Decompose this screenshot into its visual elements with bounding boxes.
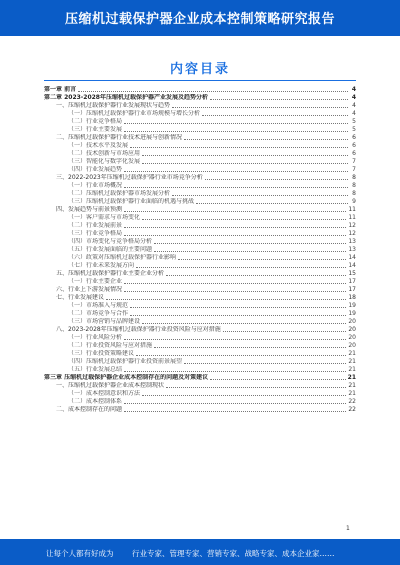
toc-entry-page: 21 xyxy=(348,350,356,357)
toc-entry-title: （七）行业未来发展方向 xyxy=(68,262,135,269)
toc-entry-page: 8 xyxy=(352,190,356,197)
toc-entry-page: 22 xyxy=(348,406,356,413)
toc-entry-title: 二、成本控制存在的问题 xyxy=(56,406,123,413)
toc-entry-title: （三）压缩机过载保护器行业面临的机遇与挑战 xyxy=(68,198,195,205)
toc-entry-page: 19 xyxy=(348,302,356,309)
toc-entry-page: 20 xyxy=(348,326,356,333)
toc-entry-page: 7 xyxy=(352,166,356,173)
toc-leader-dots xyxy=(124,291,346,292)
toc-leader-dots xyxy=(136,267,346,268)
toc-entry-title: （一）行业市场概况 xyxy=(68,182,123,189)
toc-leader-dots xyxy=(124,211,346,212)
toc-entry-title: （二）压缩机过载保护器市场发展分析 xyxy=(68,190,171,197)
toc-entry[interactable] xyxy=(44,326,356,334)
toc-entry[interactable] xyxy=(44,230,356,238)
toc-leader-dots xyxy=(223,331,347,332)
toc-entry[interactable] xyxy=(44,246,356,254)
toc-entry[interactable] xyxy=(44,174,356,182)
toc-entry-page: 4 xyxy=(352,110,356,117)
toc-entry-title: （六）政策对压缩机过载保护器行业影响 xyxy=(68,254,177,261)
toc-entry-title: （四）市场变化与竞争格局分析 xyxy=(68,238,153,245)
toc-entry-page: 15 xyxy=(348,270,356,277)
toc-entry[interactable] xyxy=(44,214,356,222)
toc-entry[interactable] xyxy=(44,102,356,110)
toc-entry-title: （一）市场准入与规范 xyxy=(68,302,129,309)
toc-entry-title: 八、2023-2028年压缩机过载保护器行业投资风险与应对措施 xyxy=(56,326,221,333)
toc-entry-title: （五）行业发展面临的主要问题 xyxy=(68,246,153,253)
toc-leader-dots xyxy=(184,363,346,364)
toc-entry-title: （一）行业风险分析 xyxy=(68,334,123,341)
toc-entry[interactable] xyxy=(44,382,356,390)
toc-entry-page: 21 xyxy=(347,374,356,381)
toc-entry[interactable] xyxy=(44,158,356,166)
footer-tagline: 行业专家、管理专家、营销专家、战略专家、成本企业家…… xyxy=(132,549,335,558)
toc-leader-dots xyxy=(124,339,346,340)
toc-leader-dots xyxy=(202,115,348,116)
toc-leader-dots xyxy=(142,395,346,396)
toc-entry-title: （一）成本控制意识和方法 xyxy=(68,390,141,397)
toc-entry[interactable] xyxy=(44,286,356,294)
toc-entry[interactable] xyxy=(44,302,356,310)
toc-entry[interactable] xyxy=(44,110,356,118)
toc-entry-page: 17 xyxy=(348,286,356,293)
toc-leader-dots xyxy=(178,259,346,260)
toc-entry-page: 6 xyxy=(352,134,356,141)
toc-leader-dots xyxy=(154,251,346,252)
toc-leader-dots xyxy=(166,387,346,388)
toc-entry-title: （二）行业投资风险与应对措施 xyxy=(68,342,153,349)
toc-entry-page: 5 xyxy=(352,118,356,125)
toc-leader-dots xyxy=(210,379,346,380)
toc-entry-title: （三）市场营销与品牌建设 xyxy=(68,318,141,325)
toc-entry[interactable] xyxy=(44,406,356,414)
toc-entry[interactable] xyxy=(44,358,356,366)
toc-entry-page: 21 xyxy=(348,390,356,397)
toc-entry-title: （二）行业发展前景 xyxy=(68,222,123,229)
toc-entry-page: 11 xyxy=(348,214,356,221)
toc-entry-page: 6 xyxy=(352,150,356,157)
toc-entry-title: （四）压缩机过载保护器行业投资前景展望 xyxy=(68,358,183,365)
toc-leader-dots xyxy=(154,347,346,348)
toc-entry-page: 14 xyxy=(348,254,356,261)
toc-entry[interactable] xyxy=(44,318,356,326)
toc-entry-title: （二）成本控制体系 xyxy=(68,398,123,405)
toc-leader-dots xyxy=(184,139,348,140)
toc-leader-dots xyxy=(124,123,348,124)
toc-entry-page: 14 xyxy=(348,262,356,269)
toc-entry[interactable] xyxy=(44,190,356,198)
toc-entry[interactable] xyxy=(44,118,356,126)
toc-entry[interactable] xyxy=(44,206,356,214)
toc-entry[interactable] xyxy=(44,198,356,206)
report-title: 压缩机过载保护器企业成本控制策略研究报告 xyxy=(64,12,335,27)
toc-entry-page: 12 xyxy=(348,222,356,229)
toc-entry-title: 一、压缩机过载保护器行业发展现状与趋势 xyxy=(56,102,171,109)
toc-entry-title: （二）市场竞争与合作 xyxy=(68,310,129,317)
toc-entry-page: 20 xyxy=(348,342,356,349)
toc-entry-title: 第三章 压缩机过载保护器企业成本控制存在的问题及对策建议 xyxy=(44,374,209,381)
toc-entry-title: 六、行业上下游发展情况 xyxy=(56,286,123,293)
toc-leader-dots xyxy=(154,243,346,244)
toc-entry-page: 19 xyxy=(348,310,356,317)
toc-entry-page: 11 xyxy=(348,206,356,213)
toc-entry-title: （一）行业主要企业 xyxy=(68,278,123,285)
toc-leader-dots xyxy=(142,163,348,164)
toc-entry-page: 22 xyxy=(348,398,356,405)
toc-leader-dots xyxy=(142,219,346,220)
toc-entry[interactable] xyxy=(44,238,356,246)
toc-leader-dots xyxy=(142,323,346,324)
toc-leader-dots xyxy=(124,227,346,228)
toc-entry-title: 一、压缩机过载保护器企业成本控制现状 xyxy=(56,382,165,389)
toc-entry-page: 8 xyxy=(352,174,356,181)
toc-entry[interactable] xyxy=(44,134,356,142)
toc-entry[interactable] xyxy=(44,398,356,406)
toc-entry-page: 18 xyxy=(348,294,356,301)
toc-leader-dots xyxy=(124,403,346,404)
toc-entry-title: 二、压缩机过载保护器行业技术进展与创新情况 xyxy=(56,134,183,141)
toc-leader-dots xyxy=(78,91,348,92)
toc-entry-title: （一）压缩机过载保护器行业市场规模与增长分析 xyxy=(68,110,201,117)
toc-leader-dots xyxy=(136,355,346,356)
toc-leader-dots xyxy=(172,195,348,196)
toc-leader-dots xyxy=(124,187,348,188)
toc-entry[interactable] xyxy=(44,262,356,270)
toc-entry-page: 20 xyxy=(348,318,356,325)
toc-entry-page: 13 xyxy=(348,238,356,245)
toc-entry-title: 第二章 2023-2028年压缩机过载保护器产业发展及趋势分析 xyxy=(44,94,208,101)
toc-leader-dots xyxy=(130,147,348,148)
toc-entry-title: 七、行业发展建议 xyxy=(56,294,105,301)
toc-entry-title: （一）技术水平及发展 xyxy=(68,142,129,149)
toc-leader-dots xyxy=(142,155,348,156)
toc-leader-dots xyxy=(124,371,346,372)
toc-entry[interactable] xyxy=(44,334,356,342)
toc-title: 内容目录 xyxy=(169,62,230,77)
toc-entry[interactable] xyxy=(44,254,356,262)
toc-leader-dots xyxy=(124,411,346,412)
toc-entry-title: 第一章 前言 xyxy=(44,86,77,93)
toc-entry[interactable] xyxy=(44,294,356,302)
toc-entry-page: 4 xyxy=(351,94,356,101)
toc-leader-dots xyxy=(130,315,346,316)
toc-entry-page: 12 xyxy=(348,230,356,237)
toc-entry-title: （二）技术创新与市场应用 xyxy=(68,150,141,157)
toc-entry[interactable] xyxy=(44,390,356,398)
toc-leader-dots xyxy=(210,99,348,100)
toc-entry-page: 7 xyxy=(352,158,356,165)
toc-entry-page: 21 xyxy=(348,358,356,365)
toc-leader-dots xyxy=(166,275,346,276)
toc-entry[interactable] xyxy=(44,342,356,350)
toc-entry[interactable] xyxy=(44,366,356,374)
toc-entry[interactable] xyxy=(44,94,356,102)
toc-entry-title: 五、压缩机过载保护器行业主要企业分析 xyxy=(56,270,165,277)
toc-entry[interactable] xyxy=(44,166,356,174)
toc-entry-title: （三）行业投资策略建议 xyxy=(68,350,135,357)
toc-entry-title: 四、发展趋势与前景预测 xyxy=(56,206,123,213)
toc-entry-page: 21 xyxy=(348,382,356,389)
toc-entry-page: 13 xyxy=(348,246,356,253)
toc-leader-dots xyxy=(205,179,348,180)
toc-leader-dots xyxy=(124,283,346,284)
toc-entry-page: 9 xyxy=(352,198,356,205)
toc-entry[interactable] xyxy=(44,222,356,230)
toc-entry[interactable] xyxy=(44,126,356,134)
toc-leader-dots xyxy=(124,131,348,132)
toc-entry[interactable] xyxy=(44,182,356,190)
toc-entry-page: 20 xyxy=(348,334,356,341)
toc-entry[interactable] xyxy=(44,270,356,278)
toc-entry[interactable] xyxy=(44,278,356,286)
toc-leader-dots xyxy=(124,235,346,236)
page-number: 1 xyxy=(346,525,350,532)
toc-entry-page: 6 xyxy=(352,142,356,149)
toc-leader-dots xyxy=(196,203,348,204)
toc-divider xyxy=(44,80,356,81)
footer-slogan: 让每个人都有好成为 xyxy=(46,549,114,558)
toc-entry[interactable] xyxy=(44,350,356,358)
toc-entry[interactable] xyxy=(44,310,356,318)
toc-entry-title: （四）行业发展趋势 xyxy=(68,166,123,173)
toc-entry[interactable] xyxy=(44,374,356,382)
toc-entry[interactable] xyxy=(44,150,356,158)
toc-entry-page: 17 xyxy=(348,278,356,285)
toc-entry-page: 8 xyxy=(352,182,356,189)
toc-entry-title: （三）行业竞争格局 xyxy=(68,230,123,237)
toc-entry-page: 21 xyxy=(348,366,356,373)
table-of-contents xyxy=(44,86,356,414)
toc-entry-title: （三）行业主要发展 xyxy=(68,126,123,133)
toc-entry-title: （一）客户需求与市场变化 xyxy=(68,214,141,221)
toc-entry-title: （三）智能化与数字化发展 xyxy=(68,158,141,165)
toc-entry-page: 4 xyxy=(351,86,356,93)
toc-leader-dots xyxy=(130,307,346,308)
toc-entry[interactable] xyxy=(44,142,356,150)
toc-entry-title: （二）行业竞争格局 xyxy=(68,118,123,125)
toc-leader-dots xyxy=(172,107,348,108)
toc-entry-title: 三、2022-2023年压缩机过载保护器行业市场竞争分析 xyxy=(56,174,203,181)
toc-entry-page: 4 xyxy=(352,102,356,109)
toc-entry[interactable] xyxy=(44,86,356,94)
toc-leader-dots xyxy=(106,299,346,300)
toc-entry-page: 5 xyxy=(352,126,356,133)
toc-entry-title: （五）行业发展总结 xyxy=(68,366,123,373)
toc-leader-dots xyxy=(124,171,348,172)
